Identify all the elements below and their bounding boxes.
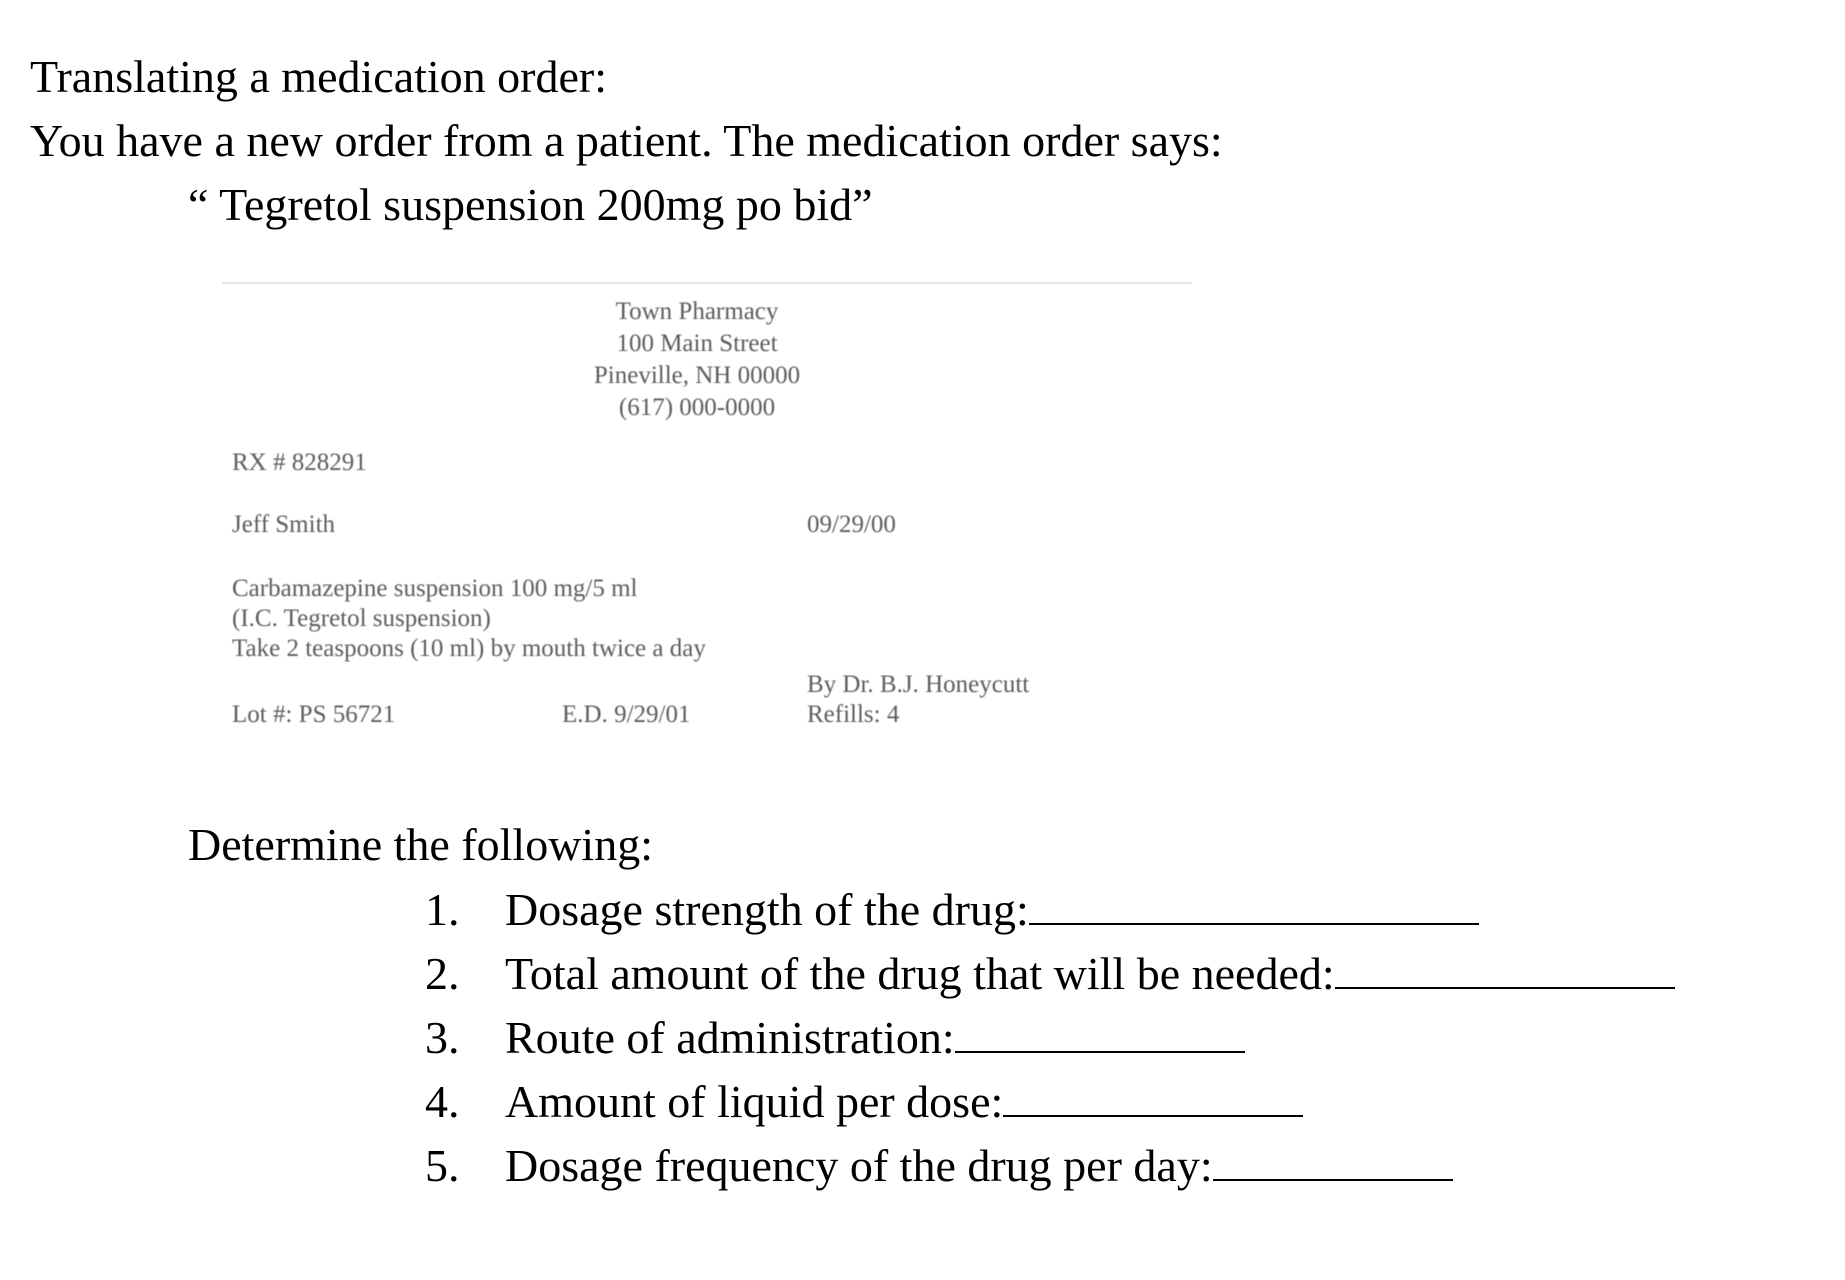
answer-blank[interactable] [955, 1007, 1245, 1053]
question-text: Dosage frequency of the drug per day: [505, 1140, 1213, 1191]
brand-line: (I.C. Tegretol suspension) [232, 605, 491, 632]
question-number: 2. [425, 948, 460, 999]
drug-line: Carbamazepine suspension 100 mg/5 ml [232, 575, 638, 602]
question-number: 1. [425, 884, 460, 935]
answer-blank[interactable] [1029, 879, 1479, 925]
pharmacy-city: Pineville, NH 00000 [593, 362, 801, 389]
pharmacy-phone: (617) 000-0000 [618, 394, 776, 421]
list-item [425, 1070, 1675, 1134]
pharmacy-address [582, 296, 812, 424]
list-item [425, 1134, 1675, 1198]
medication-order-quote: “ Tegretol suspension 200mg po bid” [188, 179, 873, 230]
question-text: Amount of liquid per dose: [505, 1076, 1004, 1127]
answer-blank[interactable] [1003, 1071, 1303, 1117]
list-item [425, 878, 1675, 942]
question-number: 5. [425, 1140, 460, 1191]
pharmacy-street: 100 Main Street [616, 330, 778, 357]
lot-number: Lot #: PS 56721 [232, 701, 396, 728]
answer-blank[interactable] [1335, 943, 1675, 989]
directions: Take 2 teaspoons (10 ml) by mouth twice a day [232, 635, 706, 662]
list-item [425, 942, 1675, 1006]
answer-blank[interactable] [1213, 1135, 1453, 1181]
rx-number: RX # 828291 [232, 449, 367, 476]
question-text: Route of administration: [505, 1012, 955, 1063]
prescriber: By Dr. B.J. Honeycutt [807, 671, 1030, 698]
prescription-label [222, 282, 1192, 754]
question-number: 4. [425, 1076, 460, 1127]
question-number: 3. [425, 1012, 460, 1063]
question-list [425, 878, 1675, 1198]
list-item [425, 1006, 1675, 1070]
intro-text: You have a new order from a patient. The medication order says: [30, 115, 1223, 166]
question-text: Total amount of the drug that will be needed: [505, 948, 1335, 999]
determine-heading: Determine the following: [188, 819, 653, 870]
expiration-date: E.D. 9/29/01 [562, 701, 691, 728]
page-title: Translating a medication order: [30, 51, 607, 102]
patient-name: Jeff Smith [232, 511, 336, 538]
refills: Refills: 4 [807, 701, 900, 728]
pharmacy-name: Town Pharmacy [615, 298, 779, 325]
fill-date: 09/29/00 [807, 511, 896, 538]
question-text: Dosage strength of the drug: [505, 884, 1029, 935]
